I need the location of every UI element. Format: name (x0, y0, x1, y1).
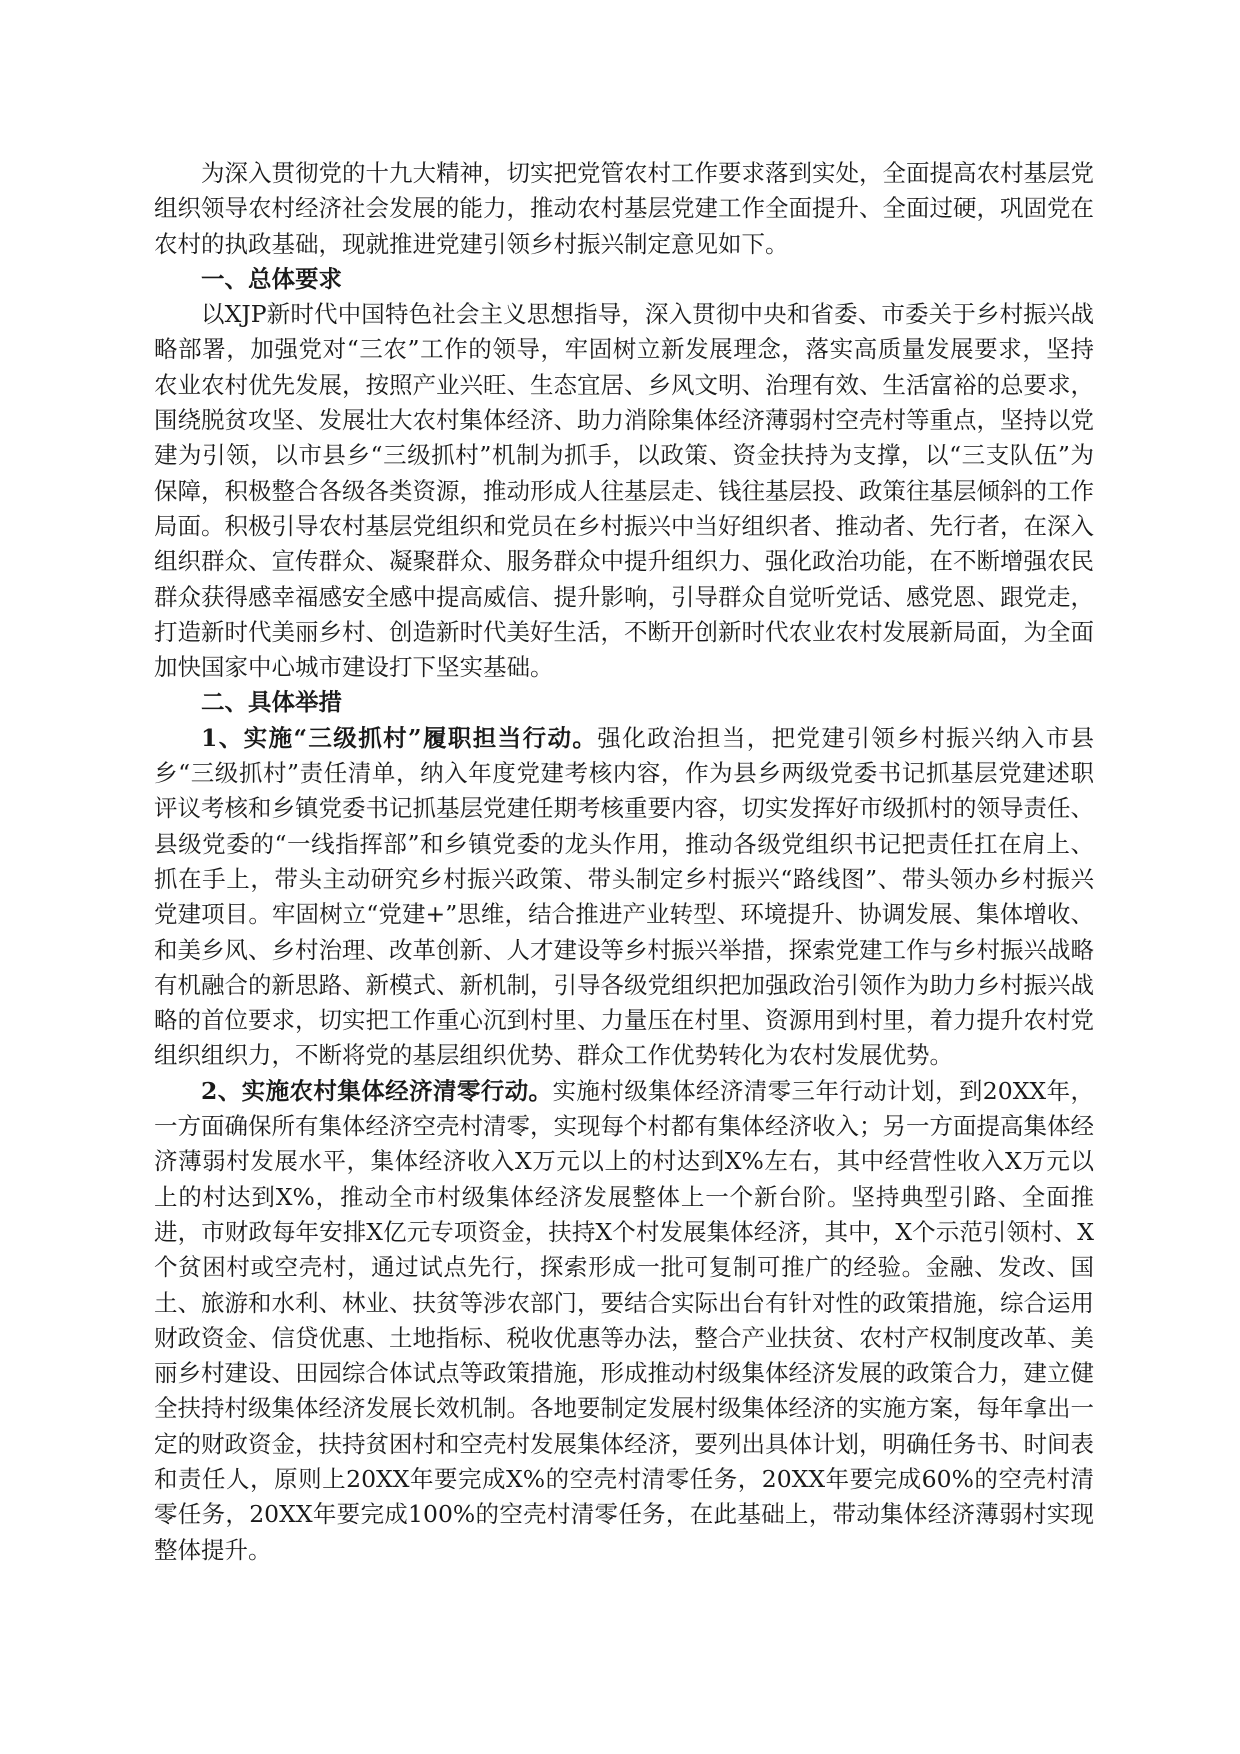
measure-item-1-title: 1、实施“三级抓村”履职担当行动。 (201, 723, 598, 752)
document-page (154, 156, 1094, 1568)
intro-paragraph: 为深入贯彻党的十九大精神，切实把党管农村工作要求落到实处，全面提高农村基层党组织领导农村经济社会发展的能力，推动农村基层党建工作全面提升、全面过硬，巩固党在农村的执政基础，现就推进党建引领乡村振兴制定意见如下。 (154, 159, 1094, 258)
general-requirements-paragraph: 以XJP新时代中国特色社会主义思想指导，深入贯彻中央和省委、市委关于乡村振兴战略部署，加强党对“三农”工作的领导，牢固树立新发展理念，落实高质量发展要求，坚持农业农村优先发展，按照产业兴旺、生态宜居、乡风文明、治理有效、生活富裕的总要求，围绕脱贫攻坚、发展壮大农村集体经济、助力消除集体经济薄弱村空壳村等重点，坚持以党建为引领，以市县乡“三级抓村”机制为抓手，以政策、资金扶持为支撑，以“三支队伍”为保障，积极整合各级各类资源，推动形成人往基层走、钱往基层投、政策往基层倾斜的工作局面。积极引导农村基层党组织和党员在乡村振兴中当好组织者、推动者、先行者，在深入组织群众、宣传群众、凝聚群众、服务群众中提升组织力、强化政治功能，在不断增强农民群众获得感幸福感安全感中提高威信、提升影响，引导群众自觉听党话、感党恩、跟党走，打造新时代美丽乡村、创造新时代美好生活，不断开创新时代农业农村发展新局面，为全面加快国家中心城市建设打下坚实基础。 (154, 300, 1094, 682)
section-heading-specific-measures: 二、具体举措 (201, 688, 342, 717)
measure-item-1-body: 强化政治担当，把党建引领乡村振兴纳入市县乡“三级抓村”责任清单，纳入年度党建考核内容，作为县乡两级党委书记抓基层党建述职评议考核和乡镇党委书记抓基层党建任期考核重要内容，切实发挥好市级抓村的领导责任、县级党委的“一线指挥部”和乡镇党委的龙头作用，推动各级党组织书记把责任扛在肩上、抓在手上，带头主动研究乡村振兴政策、带头制定乡村振兴“路线图”、带头领办乡村振兴党建项目。牢固树立“党建+”思维，结合推进产业转型、环境提升、协调发展、集体增收、和美乡风、乡村治理、改革创新、人才建设等乡村振兴举措，探索党建工作与乡村振兴战略有机融合的新思路、新模式、新机制，引导各级党组织把加强政治引领作为助力乡村振兴战略的首位要求，切实把工作重心沉到村里、力量压在村里、资源用到村里，着力提升农村党组织组织力，不断将党的基层组织优势、群众工作优势转化为农村发展优势。 (154, 723, 1095, 1070)
measure-item-2-body: 实施村级集体经济清零三年行动计划，到20XX年，一方面确保所有集体经济空壳村清零，实现每个村都有集体经济收入；另一方面提高集体经济薄弱村发展水平，集体经济收入X万元以上的村达到X%左右，其中经营性收入X万元以上的村达到X%，推动全市村级集体经济发展整体上一个新台阶。坚持典型引路、全面推进，市财政每年安排X亿元专项资金，扶持X个村发展集体经济，其中，X个示范引领村、X个贫困村或空壳村，通过试点先行，探索形成一批可复制可推广的经验。金融、发改、国土、旅游和水利、林业、扶贫等涉农部门，要结合实际出台有针对性的政策措施，综合运用财政资金、信贷优惠、土地指标、税收优惠等办法，整合产业扶贫、农村产权制度改革、美丽乡村建设、田园综合体试点等政策措施，形成推动村级集体经济发展的政策合力，建立健全扶持村级集体经济发展长效机制。各地要制定发展村级集体经济的实施方案，每年拿出一定的财政资金，扶持贫困村和空壳村发展集体经济，要列出具体计划，明确任务书、时间表和责任人，原则上20XX年要完成X%的空壳村清零任务，20XX年要完成60%的空壳村清零任务，20XX年要完成100%的空壳村清零任务，在此基础上，带动集体经济薄弱村实现整体提升。 (154, 1076, 1094, 1564)
measure-item-2 (154, 1074, 1094, 1568)
measure-item-2-title: 2、实施农村集体经济清零行动。 (201, 1076, 553, 1105)
section-heading-general-requirements: 一、总体要求 (201, 264, 342, 293)
measure-item-1 (154, 721, 1094, 1074)
